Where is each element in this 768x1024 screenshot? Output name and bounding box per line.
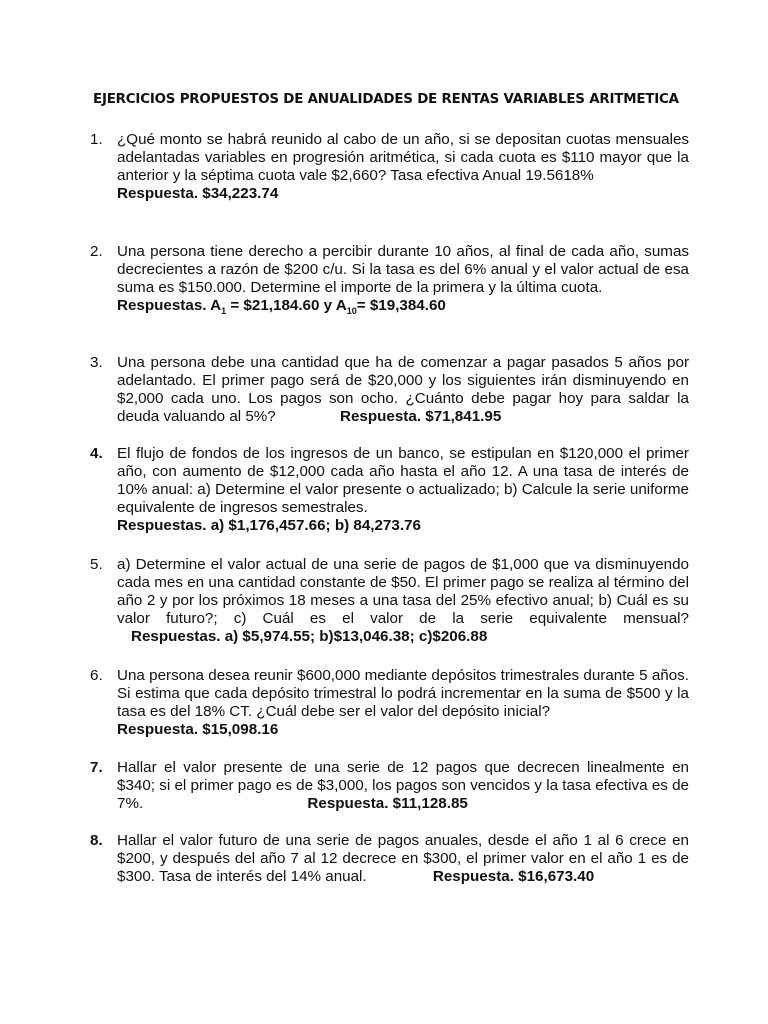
exercise-7 bbox=[90, 759, 690, 813]
exercise-text: ¿Qué monto se habrá reunido al cabo de un año, si se depositan cuotas mensuales adelantadas variables en progresión aritmética, si cada cuota es $110 mayor que la anterior y la séptima cuota vale $2,660? Tasa efectiva Anual 19.5618% bbox=[117, 131, 689, 184]
exercise-answer: Respuesta. $34,223.74 bbox=[117, 185, 279, 202]
exercise-number: 4. bbox=[90, 445, 103, 462]
exercise-answer: Respuestas. a) $5,974.55; b)$13,046.38; c)$206.88 bbox=[131, 628, 488, 645]
exercise-5 bbox=[90, 556, 690, 646]
exercise-text: Una persona debe una cantidad que ha de comenzar a pagar pasados 5 años por adelantado. El primer pago será de $20,000 y los siguientes irán disminuyendo en $2,000 cada uno. Los pagos son ocho. ¿Cuánto debe pagar hoy para saldar la deuda valuando al 5%? bbox=[117, 354, 689, 425]
exercise-number: 7. bbox=[90, 759, 103, 776]
exercise-text: Una persona tiene derecho a percibir durante 10 años, al final de cada año, sumas decrecientes a razón de $200 c/u. Si la tasa es del 6% anual y el valor actual de esa suma es $150.000. Determine el importe de la primera y la última cuota. bbox=[117, 243, 689, 296]
exercise-number: 8. bbox=[90, 832, 103, 849]
exercise-text: El flujo de fondos de los ingresos de un banco, se estipulan en $120,000 el primer año, con aumento de $12,000 cada año hasta el año 12. A una tasa de interés de 10% anual: a) Determine el valor presente o actualizado; b) Calcule la serie uniforme equivalente de ingresos semestrales. bbox=[117, 445, 689, 516]
exercise-number: 3. bbox=[90, 354, 103, 371]
exercise-text: Hallar el valor presente de una serie de 12 pagos que decrecen linealmente en $340; si el primer pago es de $3,000, los pagos son vencidos y la tasa efectiva es de 7%. bbox=[117, 759, 689, 812]
exercise-answer: Respuestas. $A_1$ = $21,184.60 y $A_{10}=$ $19,384.60 bbox=[117, 297, 446, 317]
exercise-answer: Respuesta. $11,128.85 bbox=[307, 795, 468, 812]
exercise-number: 2. bbox=[90, 243, 103, 260]
exercise-answer: Respuesta. $16,673.40 bbox=[432, 868, 595, 885]
exercise-2 bbox=[90, 243, 690, 315]
exercise-text: Una persona desea reunir $600,000 mediante depósitos trimestrales durante 5 años. Si estima que cada depósito trimestral lo podrá incrementar en la suma de $500 y la tasa es del 18% CT. ¿Cuál debe ser el valor del depósito inicial? bbox=[117, 667, 689, 720]
exercise-text: Hallar el valor futuro de una serie de pagos anuales, desde el año 1 al 6 crece en $200, y después del año 7 al 12 decrece en $300, el primer valor en el año 1 es de $300. Tasa de interés del 14% anual. bbox=[117, 832, 689, 885]
exercise-1 bbox=[90, 131, 690, 203]
exercise-4 bbox=[90, 445, 690, 535]
exercise-3 bbox=[90, 354, 690, 426]
page-title: EJERCICIOS PROPUESTOS DE ANUALIDADES DE RENTAS VARIABLES ARITMETICA bbox=[93, 92, 679, 107]
exercise-number: 5. bbox=[90, 556, 103, 573]
exercise-answer: Respuesta. $71,841.95 bbox=[340, 408, 502, 425]
exercise-answer: Respuesta. $15,098.16 bbox=[117, 721, 279, 738]
exercise-number: 6. bbox=[90, 667, 103, 684]
exercise-6 bbox=[90, 667, 690, 739]
exercise-8 bbox=[90, 832, 690, 886]
exercise-answer: Respuestas. a) $1,176,457.66; b) 84,273.76 bbox=[117, 517, 421, 534]
exercise-number: 1. bbox=[90, 131, 103, 148]
exercise-text: a) Determine el valor actual de una serie de pagos de $1,000 que va disminuyendo cada mes en una cantidad constante de $50. El primer pago se realiza al término del año 2 y por los próximos 18 meses a una tasa del 25% efectivo anual; b) Cuál es su valor futuro?; c) Cuál es el valor de la serie equivalente mensual? bbox=[117, 556, 689, 627]
